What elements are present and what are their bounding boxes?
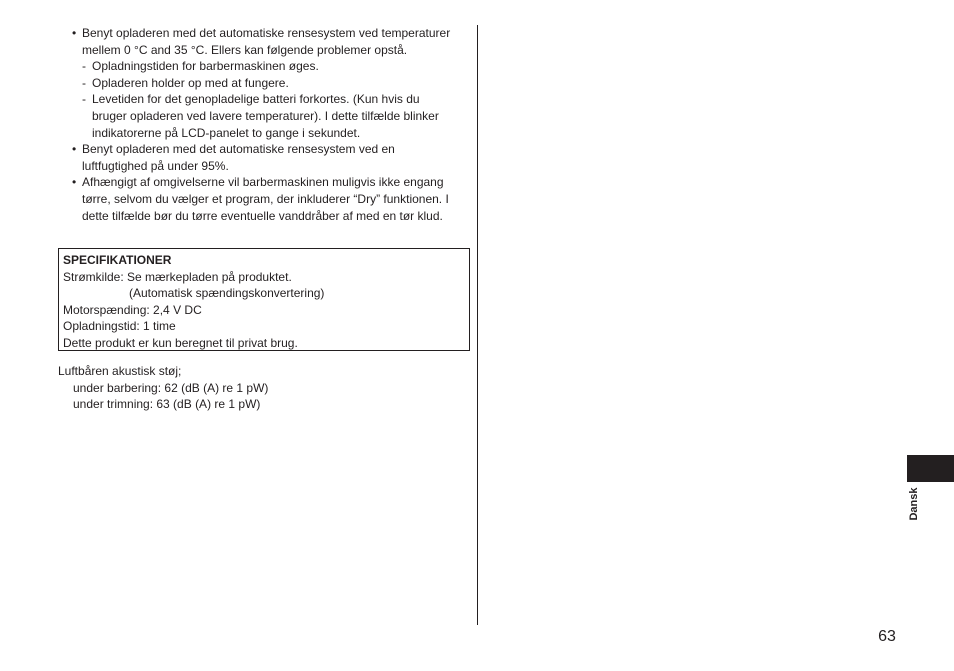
spec-motor-voltage: Motorspænding: 2,4 V DC: [63, 302, 202, 317]
language-label-text: Dansk: [908, 487, 920, 521]
bullet-mark: •: [72, 142, 77, 157]
note-line: mellem 0 °C and 35 °C. Ellers kan følgende problemer opstå.: [82, 42, 408, 57]
note-line: dette tilfælde bør du tørre eventuelle vanddråber af med en tør klud.: [82, 208, 443, 223]
acoustic-noise-section: [58, 363, 458, 413]
note-line: Benyt opladeren med det automatiske rensesystem ved temperaturer: [82, 26, 451, 40]
subitem-battery-life: [58, 91, 472, 141]
note-line: luftfugtighed på under 95%.: [82, 158, 229, 173]
spec-private-use: Dette produkt er kun beregnet til privat brug.: [63, 335, 298, 350]
bullet-mark: •: [72, 26, 77, 40]
dash-mark: -: [82, 75, 86, 90]
page-number: 63: [878, 628, 896, 645]
spec-charging-time: Opladningstid: 1 time: [63, 319, 176, 334]
noise-shaving: under barbering: 62 (dB (A) re 1 pW): [73, 380, 269, 395]
note-drying: [58, 174, 472, 224]
noise-trimming: under trimning: 63 (dB (A) re 1 pW): [73, 397, 261, 412]
subitem-line: bruger opladeren ved lavere temperaturer). I dette tilfælde blinker: [92, 108, 439, 123]
note-line: Afhængigt af omgivelserne vil barbermaskinen muligvis ikke engang: [82, 175, 444, 190]
bullet-mark: •: [72, 175, 77, 190]
specifications-title: SPECIFIKATIONER: [63, 253, 172, 267]
specifications-box: [58, 248, 470, 351]
dash-mark: -: [82, 59, 86, 74]
subitem-stops-working: [58, 75, 472, 92]
subitem-line: Opladningstiden for barbermaskinen øges.: [92, 59, 319, 74]
spec-power-source-note: (Automatisk spændingskonvertering): [129, 286, 325, 301]
subitem-line: Levetiden for det genopladelige batteri forkortes. (Kun hvis du: [92, 92, 420, 107]
spec-power-source: Strømkilde: Se mærkepladen på produktet.: [63, 269, 292, 284]
column-divider: [477, 25, 478, 625]
subitem-line: indikatorerne på LCD-panelet to gange i sekundet.: [92, 125, 361, 140]
notes-section: [58, 25, 472, 224]
noise-title: Luftbåren akustisk støj;: [58, 364, 182, 378]
subitem-line: Opladeren holder op med at fungere.: [92, 75, 289, 90]
note-humidity: [58, 141, 472, 174]
language-tab-marker: [907, 455, 954, 482]
subitem-charging-time: [58, 58, 472, 75]
note-line: tørre, selvom du vælger et program, der inkluderer “Dry” funktionen. I: [82, 191, 449, 206]
note-temperature: [58, 25, 472, 58]
note-line: Benyt opladeren med det automatiske rensesystem ved en: [82, 142, 395, 157]
dash-mark: -: [82, 92, 86, 107]
